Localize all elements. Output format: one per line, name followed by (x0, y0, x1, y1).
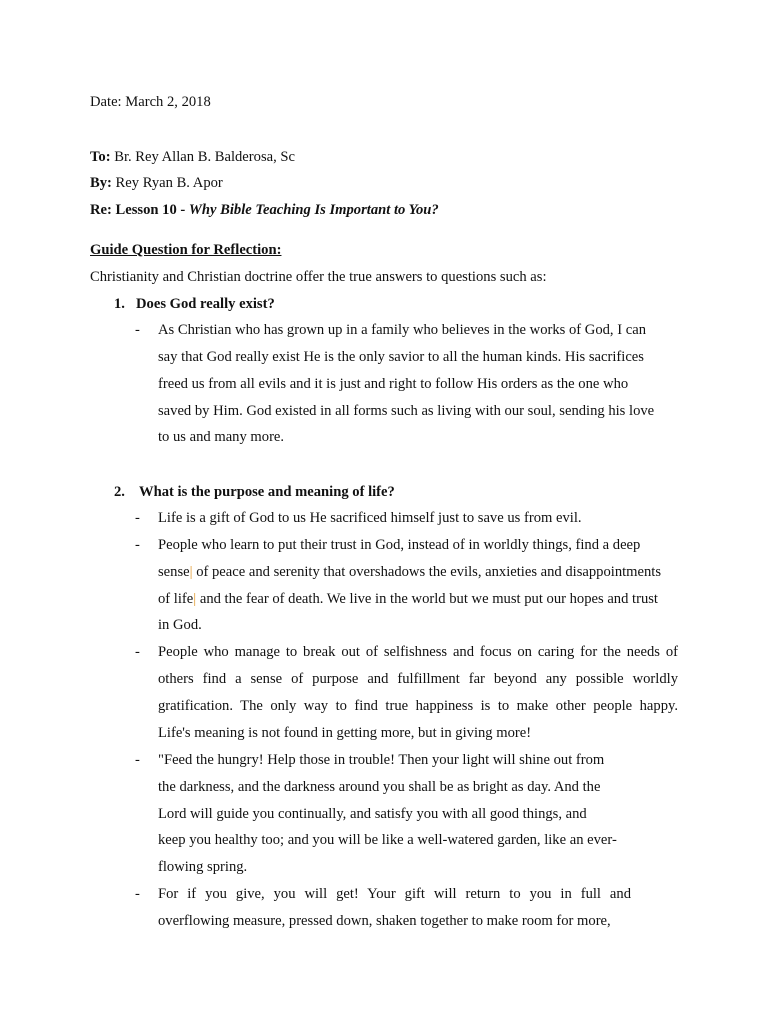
by-value: Rey Ryan B. Apor (111, 175, 223, 191)
re-value: Why Bible Teaching Is Important to You? (188, 202, 439, 218)
bullet-dash: - (135, 537, 140, 553)
bullet-dash: - (135, 322, 140, 338)
q2-b4-line: Lord will guide you continually, and satisfy you with all good things, and (158, 806, 587, 822)
guide-heading: Guide Question for Reflection: (90, 242, 282, 258)
q2-b5-line: overflowing measure, pressed down, shaken together to make room for more, (158, 913, 611, 929)
q2-b1-line: Life is a gift of God to us He sacrificed himself just to save us from evil. (158, 510, 582, 526)
question-2-number: 2. (114, 484, 125, 500)
to-line (90, 148, 295, 166)
q2-b2-line: in God. (158, 617, 202, 633)
to-value: Br. Rey Allan B. Balderosa, Sc (110, 149, 295, 165)
question-1-number: 1. (114, 296, 125, 312)
re-label: Re: Lesson 10 - (90, 202, 189, 218)
bullet-dash: - (135, 510, 140, 526)
q2-b2-line: People who learn to put their trust in God, instead of in worldly things, find a deep (158, 537, 641, 553)
text-cursor-icon: | (193, 591, 197, 607)
guide-intro: Christianity and Christian doctrine offer the true answers to questions such as: (90, 269, 547, 285)
q2-b5-line: For if you give, you will get! Your gift will return to you in full and (158, 886, 631, 902)
q2-b3-line: gratification. The only way to find true happiness is to make other people happy. (158, 698, 678, 714)
bullet-dash: - (135, 886, 140, 902)
to-label: To: (90, 149, 111, 165)
date-line: Date: March 2, 2018 (90, 94, 211, 110)
q2-b4-line: "Feed the hungry! Help those in trouble! Then your light will shine out from (158, 752, 605, 768)
q1-line: saved by Him. God existed in all forms such as living with our soul, sending his love (158, 403, 655, 419)
q1-line: As Christian who has grown up in a family who believes in the works of God, I can (158, 322, 646, 338)
q1-line: say that God really exist He is the only savior to all the human kinds. His sacrifices (158, 349, 644, 365)
bullet-dash: - (135, 644, 140, 660)
text-cursor-icon: | (189, 564, 193, 580)
q1-line: to us and many more. (158, 429, 285, 445)
q2-b2-line: sense| of peace and serenity that overshadows the evils, anxieties and disappointments (158, 564, 662, 580)
question-1-title: Does God really exist? (136, 296, 275, 312)
question-2-title: What is the purpose and meaning of life? (139, 484, 395, 500)
q2-b2-line: of life| and the fear of death. We live in the world but we must put our hopes and trust (158, 591, 658, 607)
q2-b3-line: others find a sense of purpose and fulfillment far beyond any possible worldly (158, 671, 678, 687)
re-line (90, 201, 439, 219)
bullet-dash: - (135, 752, 140, 768)
q2-b4-line: keep you healthy too; and you will be like a well-watered garden, like an ever- (158, 832, 617, 848)
by-line (90, 174, 223, 192)
q2-b4-line: the darkness, and the darkness around you shall be as bright as day. And the (158, 779, 601, 795)
q2-b4-line: flowing spring. (158, 859, 248, 875)
q2-b3-line: People who manage to break out of selfishness and focus on caring for the needs of (158, 644, 678, 660)
by-label: By: (90, 175, 112, 191)
q1-line: freed us from all evils and it is just and right to follow His orders as the one who (158, 376, 629, 392)
q2-b3-line: Life's meaning is not found in getting more, but in giving more! (158, 725, 532, 741)
